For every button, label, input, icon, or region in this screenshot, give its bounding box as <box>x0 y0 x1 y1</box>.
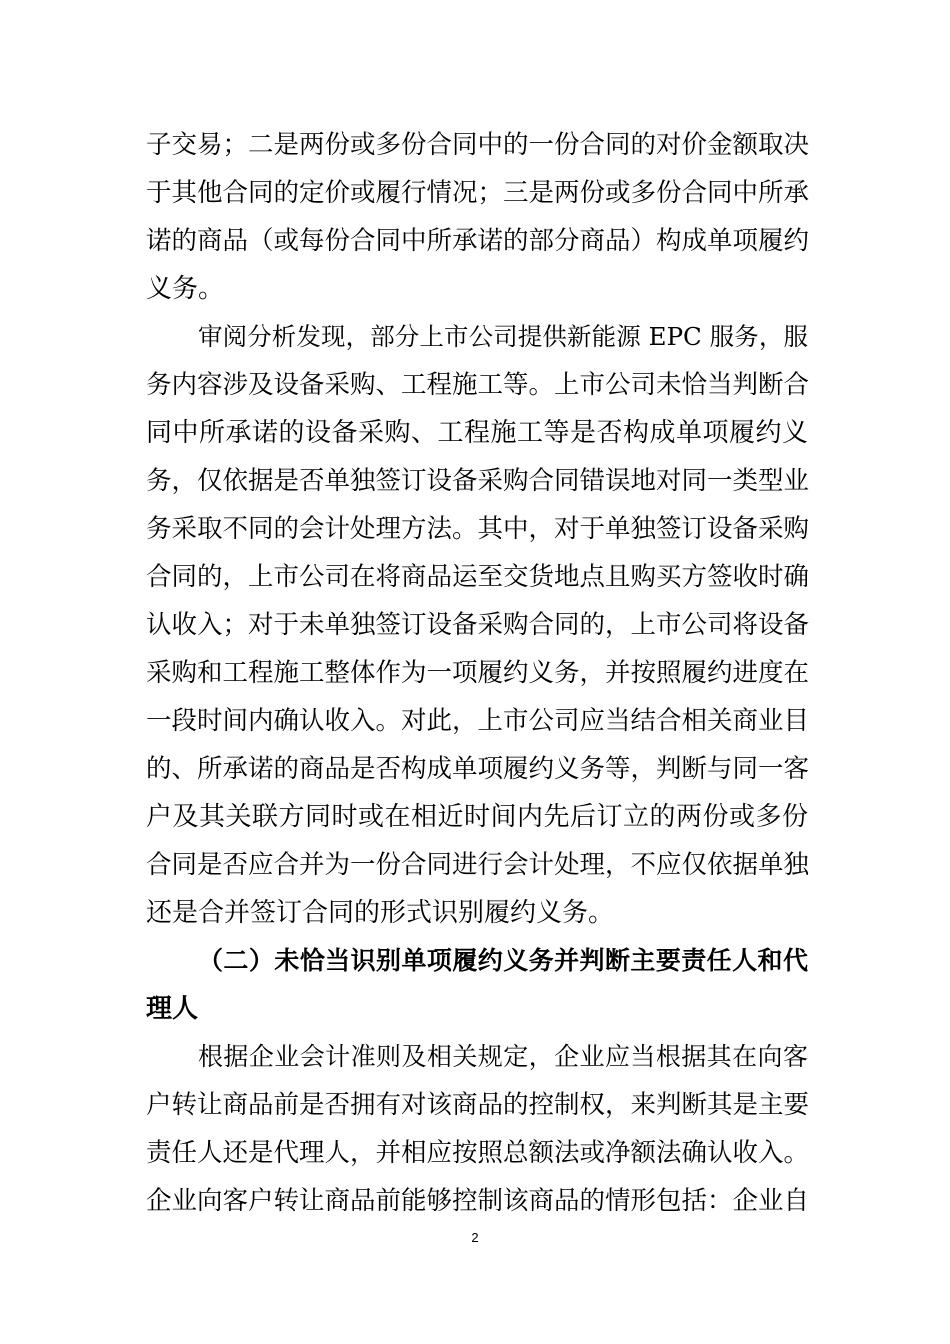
text-line: 采购和工程施工整体作为一项履约义务，并按照履约进度在 <box>146 658 810 688</box>
text-line: 责任人还是代理人，并相应按照总额法或净额法确认收入。 <box>146 1138 810 1168</box>
text-line: 子交易；二是两份或多份合同中的一份合同的对价金额取决 <box>146 130 810 160</box>
text-line: 务采取不同的会计处理方法。其中，对于单独签订设备采购 <box>146 514 810 544</box>
text-line: 根据企业会计准则及相关规定，企业应当根据其在向客 <box>198 1042 808 1071</box>
heading-line: 理人 <box>146 994 199 1024</box>
text-line: 务，仅依据是否单独签订设备采购合同错误地对同一类型业 <box>146 466 810 496</box>
page-number: 2 <box>471 1230 479 1245</box>
text-line: 户及其关联方同时或在相近时间内先后订立的两份或多份 <box>146 802 808 832</box>
text-line: 认收入；对于未单独签订设备采购合同的，上市公司将设备 <box>146 610 810 640</box>
text-line: 于其他合同的定价或履行情况；三是两份或多份合同中所承 <box>146 178 810 208</box>
text-line: 合同是否应合并为一份合同进行会计处理，不应仅依据单独 <box>146 850 810 880</box>
text-line: 审阅分析发现，部分上市公司提供新能源 EPC 服务，服 <box>198 322 808 351</box>
text-line: 的、所承诺的商品是否构成单项履约义务等，判断与同一客 <box>146 754 810 784</box>
text-line: 务内容涉及设备采购、工程施工等。上市公司未恰当判断合 <box>146 370 810 400</box>
text-line: 义务。 <box>146 274 225 304</box>
text-line: 合同的，上市公司在将商品运至交货地点且购买方签收时确 <box>146 562 810 592</box>
text-line: 还是合并签订合同的形式识别履约义务。 <box>146 898 615 928</box>
text-line: 户转让商品前是否拥有对该商品的控制权，来判断其是主要 <box>146 1090 810 1120</box>
text-line: 诺的商品（或每份合同中所承诺的部分商品）构成单项履约 <box>146 226 810 256</box>
text-line: 企业向客户转让商品前能够控制该商品的情形包括：企业自 <box>146 1186 810 1216</box>
text-line: 同中所承诺的设备采购、工程施工等是否构成单项履约义 <box>146 418 808 448</box>
heading-line: （二）未恰当识别单项履约义务并判断主要责任人和代 <box>198 946 808 975</box>
text-line: 一段时间内确认收入。对此，上市公司应当结合相关商业目 <box>146 706 810 736</box>
